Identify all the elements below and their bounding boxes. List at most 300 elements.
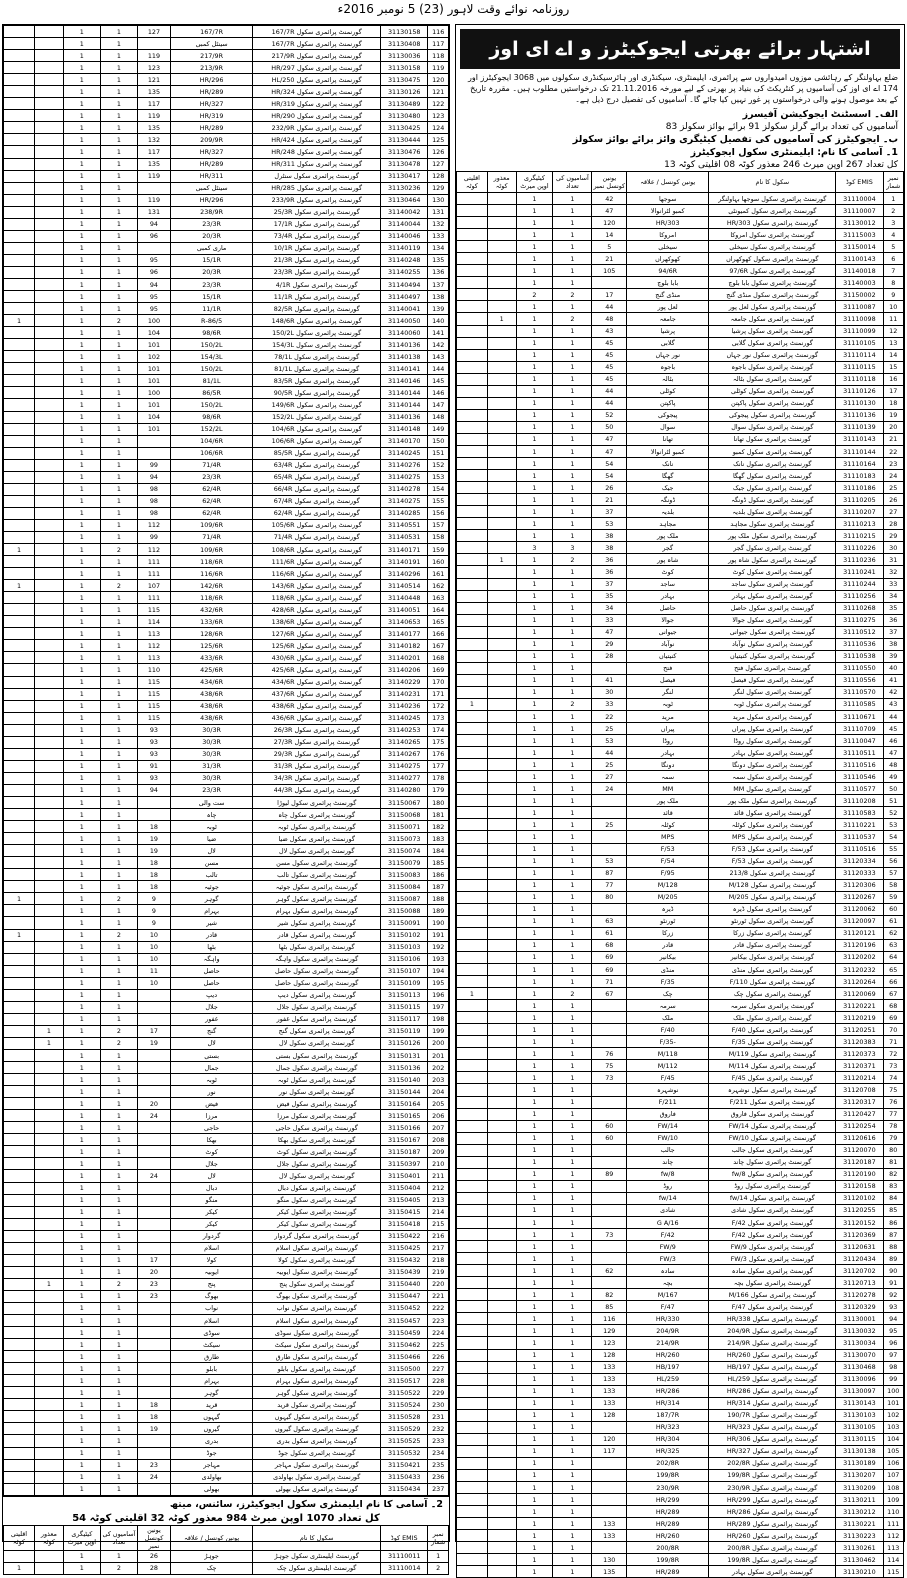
table-cell: 147 — [428, 399, 449, 411]
table-cell: 139 — [428, 303, 449, 315]
table-row — [4, 399, 449, 411]
table-cell: 54 — [592, 470, 627, 482]
table-cell: 69 — [883, 1012, 904, 1024]
table-cell — [34, 1411, 63, 1423]
table-cell — [457, 518, 488, 530]
table-cell: 10/FW — [627, 1132, 709, 1144]
table-cell: 109 — [883, 1494, 904, 1506]
table-row — [4, 242, 449, 254]
table-row — [4, 1411, 449, 1423]
table-row — [4, 1242, 449, 1254]
table-row — [457, 1518, 904, 1530]
table-cell: 89 — [592, 1168, 627, 1180]
table-cell — [4, 652, 35, 664]
table-cell — [487, 915, 516, 927]
table-cell: 31150466 — [381, 1351, 428, 1363]
table-cell: 1 — [63, 1411, 100, 1423]
table-cell — [487, 542, 516, 554]
table-cell — [4, 1194, 35, 1206]
table-cell: 26 — [137, 1550, 170, 1562]
table-cell: 30 — [883, 542, 904, 554]
table-cell — [457, 1156, 488, 1168]
table-cell: 60 — [592, 1120, 627, 1132]
table-cell: 31130221 — [836, 1518, 883, 1530]
table-cell — [457, 458, 488, 470]
table-cell: 1 — [100, 531, 137, 543]
table-cell: 117 — [137, 98, 170, 110]
table-cell: 19 — [137, 845, 170, 857]
table-cell: گورنمنٹ پرائمری سکول 118/6R — [253, 592, 381, 604]
table-cell: 19 — [137, 833, 170, 845]
table-cell: 1 — [516, 1012, 553, 1024]
table-cell: 31150525 — [381, 1435, 428, 1447]
table-cell: 68 — [883, 1000, 904, 1012]
table-cell: 150/2L — [170, 399, 252, 411]
table-cell: 138 — [428, 291, 449, 303]
table-cell — [4, 134, 35, 146]
table-cell — [457, 1060, 488, 1072]
table-cell: 31120373 — [836, 1048, 883, 1060]
table-cell: 1 — [63, 664, 100, 676]
table-cell: 31150421 — [381, 1459, 428, 1471]
table-cell: 1 — [553, 686, 592, 698]
table-cell — [4, 387, 35, 399]
table-cell: 1 — [100, 218, 137, 230]
table-cell: 1 — [516, 1241, 553, 1253]
table-cell — [457, 1241, 488, 1253]
table-cell: 1 — [63, 254, 100, 266]
table-cell: 1 — [516, 771, 553, 783]
table-cell: 1 — [4, 315, 35, 327]
table-cell — [4, 1411, 35, 1423]
table-cell: گورنمنٹ پرائمری سکول جلال — [253, 1158, 381, 1170]
table-row — [457, 723, 904, 735]
table-cell: 10 — [137, 929, 170, 941]
table-cell: 56 — [883, 855, 904, 867]
table-cell: 1 — [553, 1445, 592, 1457]
table-row — [4, 291, 449, 303]
table-cell — [592, 1036, 627, 1048]
table-cell: 31130480 — [381, 110, 428, 122]
table-cell: 1 — [63, 399, 100, 411]
table-cell: 57 — [883, 867, 904, 879]
table-cell — [4, 965, 35, 977]
table-row — [4, 315, 449, 327]
table-cell: 116/6R — [170, 568, 252, 580]
table-cell: 107 — [137, 580, 170, 592]
table-cell: 112 — [137, 519, 170, 531]
table-cell — [457, 373, 488, 385]
table-cell — [4, 556, 35, 568]
table-cell: 1 — [553, 506, 592, 518]
table-cell: 3/FW — [627, 1253, 709, 1265]
table-cell: 31110256 — [836, 590, 883, 602]
table-cell: 1 — [100, 62, 137, 74]
table-cell: 31140275 — [381, 495, 428, 507]
table-cell: گورنمنٹ پرائمری سکول 285/HR — [253, 182, 381, 194]
table-cell: 1 — [553, 1229, 592, 1241]
table-cell: 44 — [592, 397, 627, 409]
table-cell: گورنمنٹ پرائمری سکول 213/8 — [709, 867, 836, 879]
table-cell: گورنمنٹ پرائمری سکول اسلام — [253, 1315, 381, 1327]
table-cell — [487, 1530, 516, 1542]
table-cell: 1 — [553, 373, 592, 385]
table-cell — [4, 845, 35, 857]
table-cell: 173 — [428, 712, 449, 724]
table-cell — [137, 1302, 170, 1314]
table-cell: 128/6R — [170, 628, 252, 640]
table-cell: ملک — [627, 1012, 709, 1024]
table-cell: 91 — [137, 760, 170, 772]
table-cell: 1 — [100, 303, 137, 315]
table-cell — [34, 170, 63, 182]
table-cell: گورنمنٹ پرائمری سکول 83/5R — [253, 375, 381, 387]
table-cell — [4, 483, 35, 495]
table-row — [4, 1062, 449, 1074]
table-cell: 120 — [428, 74, 449, 86]
table-cell: 1 — [100, 1122, 137, 1134]
table-cell: گورنمنٹ پرائمری سکول 430/6R — [253, 652, 381, 664]
table-row — [4, 1315, 449, 1327]
table-cell: 1 — [516, 1036, 553, 1048]
table-cell — [34, 544, 63, 556]
table-cell: 132 — [137, 134, 170, 146]
table-cell: 1 — [100, 291, 137, 303]
table-cell: 236 — [428, 1471, 449, 1483]
table-cell: 1 — [516, 518, 553, 530]
table-cell: 1 — [516, 927, 553, 939]
table-row — [4, 748, 449, 760]
table-cell: 1 — [63, 1550, 100, 1562]
table-cell — [457, 554, 488, 566]
table-cell: گورنمنٹ پرائمری سکول MM — [709, 783, 836, 795]
table-cell: 289/HR — [170, 158, 252, 170]
table-cell: بٹھا — [170, 941, 252, 953]
table-cell: 1 — [63, 869, 100, 881]
table-cell: 31120196 — [836, 939, 883, 951]
table-cell: 69 — [592, 964, 627, 976]
table-row — [4, 544, 449, 556]
table-cell: 1 — [100, 447, 137, 459]
table-cell: لال — [170, 1170, 252, 1182]
table-cell: 1 — [553, 1192, 592, 1204]
table-row — [4, 1550, 449, 1562]
table-cell: MPS — [627, 831, 709, 843]
table-cell — [457, 1120, 488, 1132]
table-cell: گورنمنٹ پرائمری سکول 425/6R — [253, 664, 381, 676]
table-cell — [34, 26, 63, 38]
table-cell: 5 — [883, 241, 904, 253]
table-cell — [34, 592, 63, 604]
table-cell — [34, 1375, 63, 1387]
table-row — [457, 602, 904, 614]
table-cell — [34, 435, 63, 447]
table-cell — [34, 1447, 63, 1459]
table-cell: 1 — [63, 568, 100, 580]
table-cell: 3 — [883, 217, 904, 229]
table-cell: 41 — [592, 674, 627, 686]
table-cell — [34, 327, 63, 339]
table-cell — [34, 1182, 63, 1194]
table-cell — [137, 1086, 170, 1098]
table-cell: دبال — [170, 1182, 252, 1194]
table-cell: 1 — [457, 988, 488, 1000]
table-cell: 1 — [100, 809, 137, 821]
table-cell: 1 — [100, 507, 137, 519]
table-cell — [137, 989, 170, 1001]
table-cell: 2 — [100, 1037, 137, 1049]
table-cell: 220 — [428, 1278, 449, 1290]
table-cell — [34, 652, 63, 664]
table-cell — [34, 604, 63, 616]
table-row — [457, 1325, 904, 1337]
table-cell — [4, 363, 35, 375]
table-cell: 31150415 — [381, 1206, 428, 1218]
table-cell: بہرام — [170, 905, 252, 917]
table-cell: 1 — [516, 723, 553, 735]
table-cell — [4, 230, 35, 242]
table-cell — [34, 507, 63, 519]
table-cell: 128 — [592, 1409, 627, 1421]
table-cell: 1 — [63, 833, 100, 845]
table-row — [4, 206, 449, 218]
table-cell: 171 — [428, 688, 449, 700]
table-cell: ماری کمبی — [170, 242, 252, 254]
table-cell: گورنمنٹ پرائمری سکول 202/8R — [709, 1457, 836, 1469]
table-cell: 31140148 — [381, 423, 428, 435]
table-row — [457, 1433, 904, 1445]
table-cell: 304/HR — [627, 1433, 709, 1445]
table-cell: 1 — [100, 1170, 137, 1182]
table-cell: 1 — [553, 458, 592, 470]
table-cell: گورنمنٹ پرائمری سکول جوئیہ — [253, 881, 381, 893]
table-cell: 84 — [883, 1192, 904, 1204]
table-row — [4, 821, 449, 833]
table-cell — [487, 205, 516, 217]
table-cell: گورنمنٹ پرائمری سکول حاصل — [253, 965, 381, 977]
table-row — [4, 700, 449, 712]
table-cell: 1 — [553, 747, 592, 759]
table-cell: گورنمنٹ پرائمری سکول کمبو — [709, 445, 836, 457]
table-row — [4, 604, 449, 616]
table-cell: 1 — [553, 1096, 592, 1108]
table-cell: 231 — [428, 1411, 449, 1423]
table-cell — [4, 1278, 35, 1290]
table-cell: 54 — [883, 831, 904, 843]
table-cell — [4, 1375, 35, 1387]
table-cell: 31140231 — [381, 688, 428, 700]
table-cell: 39 — [883, 650, 904, 662]
table-cell — [4, 26, 35, 38]
table-cell: 1 — [63, 531, 100, 543]
table-cell: 100 — [137, 387, 170, 399]
table-cell: 67 — [592, 988, 627, 1000]
table-row — [4, 375, 449, 387]
table-cell: گورنمنٹ پرائمری سکول بھاولدی — [253, 1471, 381, 1483]
table-row — [4, 772, 449, 784]
table-cell: 1 — [63, 857, 100, 869]
table-cell: گورنمنٹ پرائمری سکول نوآباد — [709, 638, 836, 650]
table-cell: 1 — [516, 1144, 553, 1156]
table-cell: گورنمنٹ پرائمری سکول 65/4R — [253, 471, 381, 483]
table-cell — [4, 809, 35, 821]
column-header: آسامیوں کی تعداد — [100, 1525, 137, 1550]
table-cell — [457, 506, 488, 518]
table-cell: گورنمنٹ پرائمری سکول مرزا — [253, 1110, 381, 1122]
table-cell: گورنمنٹ پرائمری سکول 197/HB — [709, 1361, 836, 1373]
table-cell: 327/HR — [170, 98, 252, 110]
table-cell: ملک پور — [627, 530, 709, 542]
table-cell: 21 — [883, 433, 904, 445]
table-cell — [457, 964, 488, 976]
table-cell: 31110207 — [836, 506, 883, 518]
table-cell: 47 — [592, 433, 627, 445]
column-header: معذور کوٹہ — [34, 1525, 63, 1550]
table-cell — [457, 807, 488, 819]
table-cell: 1 — [516, 626, 553, 638]
table-cell: 10 — [137, 953, 170, 965]
table-cell — [34, 664, 63, 676]
table-row — [457, 674, 904, 686]
table-cell: 1 — [63, 303, 100, 315]
table-cell: 31130212 — [836, 1506, 883, 1518]
table-cell: 1 — [516, 1289, 553, 1301]
table-cell — [487, 855, 516, 867]
table-cell: 31150117 — [381, 1013, 428, 1025]
table-cell: 178 — [428, 772, 449, 784]
table-cell: 1 — [63, 1086, 100, 1098]
table-cell: گورنمنٹ پرائمری سکول 149/6R — [253, 399, 381, 411]
table-cell: 1 — [100, 1387, 137, 1399]
table-cell: 21 — [592, 494, 627, 506]
table-cell: 31140275 — [381, 471, 428, 483]
table-cell — [137, 1435, 170, 1447]
table-cell: 30/3R — [170, 724, 252, 736]
table-cell — [457, 217, 488, 229]
table-row — [457, 1542, 904, 1554]
table-cell — [487, 747, 516, 759]
table-cell — [457, 1132, 488, 1144]
table-cell: 1 — [516, 674, 553, 686]
table-cell: 209/9R — [170, 134, 252, 146]
table-cell: 27 — [592, 771, 627, 783]
table-row — [4, 471, 449, 483]
table-cell: 1 — [553, 1012, 592, 1024]
table-cell: 31150404 — [381, 1182, 428, 1194]
table-cell: 184 — [428, 845, 449, 857]
table-cell: 31110709 — [836, 723, 883, 735]
table-cell: 20/3R — [170, 230, 252, 242]
table-cell: 106 — [883, 1457, 904, 1469]
table-cell — [487, 1361, 516, 1373]
table-cell: 31130001 — [836, 1313, 883, 1325]
table-cell: 31120371 — [836, 1060, 883, 1072]
table-cell: کوٹلہ — [627, 819, 709, 831]
table-cell: گورنمنٹ پرائمری سکول دیپ — [253, 989, 381, 1001]
table-cell: گورنمنٹ پرائمری سکول ڈونگہ — [709, 494, 836, 506]
table-cell — [34, 471, 63, 483]
table-cell: 1 — [63, 1363, 100, 1375]
table-cell: 31120306 — [836, 879, 883, 891]
table-cell: تھانا — [627, 433, 709, 445]
table-cell: 289/HR — [627, 1518, 709, 1530]
table-cell: 96 — [883, 1337, 904, 1349]
table-cell: گورنمنٹ پرائمری سکول 154/3L — [253, 339, 381, 351]
table-cell: 1 — [516, 602, 553, 614]
table-cell: 31150091 — [381, 917, 428, 929]
table-cell — [457, 1313, 488, 1325]
table-cell: 31150165 — [381, 1110, 428, 1122]
table-cell: 31150462 — [381, 1339, 428, 1351]
table-cell: 115 — [137, 700, 170, 712]
table-cell: 79 — [883, 1132, 904, 1144]
table-row — [457, 1168, 904, 1180]
column-header: EMIS کوڈ — [836, 172, 883, 193]
table-cell: 260/HR — [627, 1349, 709, 1361]
table-cell: 71/4R — [170, 459, 252, 471]
table-cell: گورنمنٹ پرائمری سکول 138/6R — [253, 616, 381, 628]
table-cell: گورنمنٹ پرائمری سکول بابا بلوچ — [709, 277, 836, 289]
table-cell: گورنمنٹ پرائمری سکول حاصل — [709, 602, 836, 614]
table-cell: 141 — [428, 327, 449, 339]
table-cell: 23/3R — [170, 471, 252, 483]
table-cell — [457, 530, 488, 542]
table-cell: 1 — [63, 1146, 100, 1158]
table-cell: گورنمنٹ پرائمری سکول گنج — [253, 1025, 381, 1037]
table-cell: 31120267 — [836, 891, 883, 903]
table-cell: 89 — [883, 1253, 904, 1265]
educators-heading: ب۔ ایجوکیٹرز کی آسامیوں کی تفصیل کیٹیگری وائز برائے بوائز سکولز — [572, 134, 898, 145]
table-cell: 1 — [100, 1218, 137, 1230]
table-cell: 183 — [428, 833, 449, 845]
table-cell: 194 — [428, 965, 449, 977]
table-cell: گیہوں — [170, 1411, 252, 1423]
table-cell — [4, 110, 35, 122]
table-cell — [487, 265, 516, 277]
table-cell: 21 — [592, 253, 627, 265]
table-cell: گورنمنٹ پرائمری سکول 167/7R — [253, 26, 381, 38]
table-cell: 31150074 — [381, 845, 428, 857]
table-cell: 1 — [63, 1302, 100, 1314]
table-cell: 38 — [592, 542, 627, 554]
table-cell: 40 — [883, 662, 904, 674]
table-cell: 438/6R — [170, 712, 252, 724]
table-cell: گورنمنٹ پرائمری سکول ٹوبہ — [709, 698, 836, 710]
table-cell — [34, 1327, 63, 1339]
table-cell: 1 — [63, 74, 100, 86]
table-cell: 199/8R — [627, 1554, 709, 1566]
table-cell: 31120158 — [836, 1180, 883, 1192]
table-cell: گورنمنٹ پرائمری سکول غفور — [253, 1013, 381, 1025]
table-cell: منگو — [170, 1194, 252, 1206]
table-row — [457, 843, 904, 855]
table-cell — [4, 616, 35, 628]
table-cell — [34, 206, 63, 218]
table-cell: گورنمنٹ پرائمری سکول نوشہرہ — [709, 1084, 836, 1096]
table-cell: 31140177 — [381, 628, 428, 640]
table-row — [4, 1447, 449, 1459]
table-cell — [34, 1001, 63, 1013]
table-cell — [487, 1337, 516, 1349]
table-cell: 1 — [63, 1218, 100, 1230]
table-row — [457, 1180, 904, 1192]
table-cell: 1 — [100, 592, 137, 604]
table-cell: 124 — [428, 122, 449, 134]
table-cell — [457, 819, 488, 831]
table-cell: 1 — [100, 1013, 137, 1025]
table-row — [457, 1036, 904, 1048]
table-cell: 131 — [137, 206, 170, 218]
